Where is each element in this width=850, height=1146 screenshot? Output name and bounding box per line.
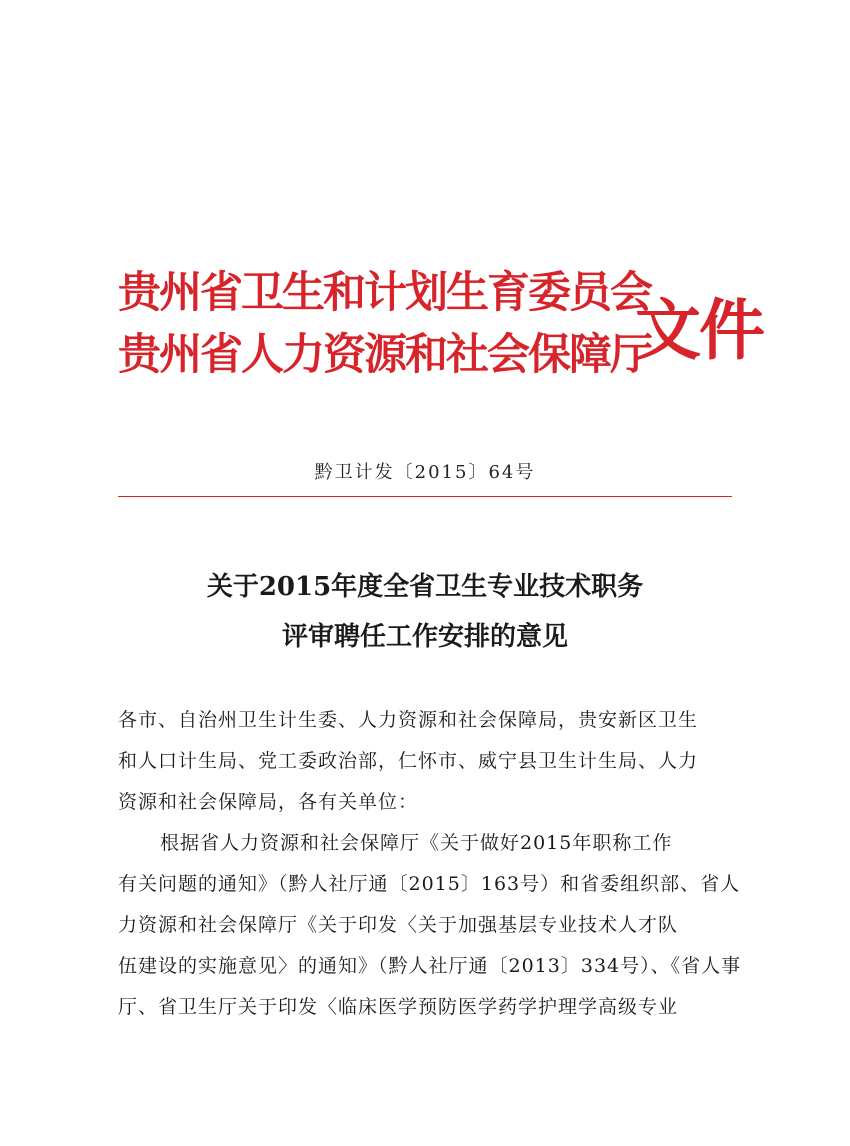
body-line-7: 伍建设的实施意见〉的通知》（黔人社厅通〔2013〕334号）、《省人事 bbox=[118, 955, 742, 977]
body-line-3: 资源和社会保障局，各有关单位： bbox=[118, 791, 419, 813]
body-line-5: 有关问题的通知》（黔人社厅通〔2015〕163号）和省委组织部、省人 bbox=[118, 873, 741, 895]
document-header bbox=[118, 262, 763, 402]
document-title bbox=[0, 562, 850, 662]
title-line-1: 关于2015年度全省卫生专业技术职务 bbox=[206, 572, 644, 602]
title-line-2: 评审聘任工作安排的意见 bbox=[281, 622, 568, 652]
header-divider bbox=[118, 496, 732, 497]
body-line-2: 和人口计生局、党工委政治部，仁怀市、威宁县卫生计生局、人力 bbox=[118, 750, 699, 772]
body-line-8: 厅、省卫生厅关于印发〈临床医学预防医学药学护理学高级专业 bbox=[118, 996, 679, 1018]
issuing-agency-health-commission: 贵州省卫生和计划生育委员会 bbox=[118, 268, 651, 318]
issuing-agency-hr-department: 贵州省人力资源和社会保障厅 bbox=[118, 330, 651, 380]
document-type-label: 文件 bbox=[635, 291, 763, 369]
document-body bbox=[118, 700, 742, 1028]
issuing-agencies bbox=[118, 262, 651, 386]
body-line-1: 各市、自治州卫生计生委、人力资源和社会保障局，贵安新区卫生 bbox=[118, 709, 699, 731]
document-number: 黔卫计发〔2015〕64号 bbox=[314, 462, 536, 483]
body-line-4: 根据省人力资源和社会保障厅《关于做好2015年职称工作 bbox=[160, 832, 673, 854]
body-line-6: 力资源和社会保障厅《关于印发〈关于加强基层专业技术人才队 bbox=[118, 914, 679, 936]
